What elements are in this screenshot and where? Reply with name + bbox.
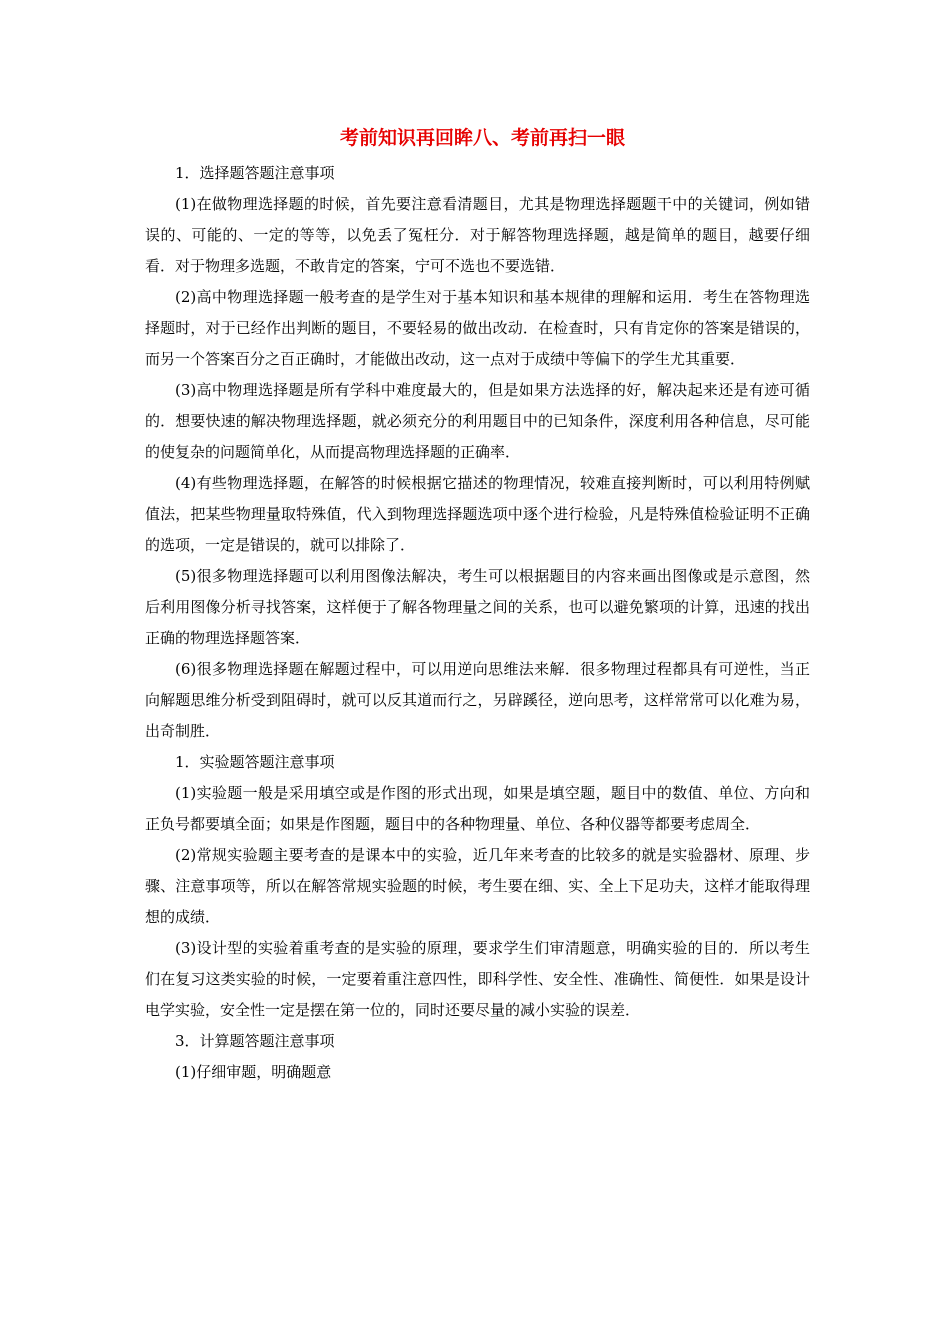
paragraph: (2)常规实验题主要考查的是课本中的实验，近几年来考查的比较多的就是实验器材、原理、步骤、注意事项等，所以在解答常规实验题的时候，考生要在细、实、全上下足功夫，这样才能取得理想的成绩．	[145, 846, 810, 926]
document-body	[145, 158, 810, 1088]
paragraph: (5)很多物理选择题可以利用图像法解决，考生可以根据题目的内容来画出图像或是示意图，然后利用图像分析寻找答案，这样便于了解各物理量之间的关系，也可以避免繁项的计算，迅速的找出正确的物理选择题答案．	[145, 567, 810, 647]
paragraph: (3)设计型的实验着重考查的是实验的原理，要求学生们审清题意，明确实验的目的．所以考生们在复习这类实验的时候，一定要着重注意四性，即科学性、安全性、准确性、简便性．如果是设计电学实验，安全性一定是摆在第一位的，同时还要尽量的减小实验的误差．	[145, 939, 810, 1019]
paragraph: (3)高中物理选择题是所有学科中难度最大的，但是如果方法选择的好，解决起来还是有迹可循的．想要快速的解决物理选择题，就必须充分的利用题目中的已知条件，深度利用各种信息，尽可能的使复杂的问题简单化，从而提高物理选择题的正确率．	[145, 381, 810, 461]
document-page	[145, 118, 810, 1088]
section-heading-experiment: 1．实验题答题注意事项	[175, 753, 335, 771]
section-heading-calculation: 3．计算题答题注意事项	[175, 1032, 335, 1050]
document-title: 考前知识再回眸八、考前再扫一眼	[339, 127, 625, 149]
paragraph: (1)仔细审题，明确题意	[175, 1063, 332, 1081]
paragraph: (2)高中物理选择题一般考查的是学生对于基本知识和基本规律的理解和运用．考生在答物理选择题时，对于已经作出判断的题目，不要轻易的做出改动．在检查时，只有肯定你的答案是错误的，而另一个答案百分之百正确时，才能做出改动，这一点对于成绩中等偏下的学生尤其重要．	[145, 288, 810, 368]
paragraph: (1)实验题一般是采用填空或是作图的形式出现，如果是填空题，题目中的数值、单位、方向和正负号都要填全面；如果是作图题，题目中的各种物理量、单位、各种仪器等都要考虑周全．	[145, 784, 810, 833]
paragraph: (1)在做物理选择题的时候，首先要注意看清题目，尤其是物理选择题题干中的关键词，例如错误的、可能的、一定的等等，以免丢了冤枉分．对于解答物理选择题，越是简单的题目，越要仔细看．对于物理多选题，不敢肯定的答案，宁可不选也不要选错．	[145, 195, 810, 275]
paragraph: (4)有些物理选择题，在解答的时候根据它描述的物理情况，较难直接判断时，可以利用特例赋值法，把某些物理量取特殊值，代入到物理选择题选项中逐个进行检验，凡是特殊值检验证明不正确的选项，一定是错误的，就可以排除了．	[145, 474, 810, 554]
section-heading-choice: 1．选择题答题注意事项	[175, 164, 335, 182]
paragraph: (6)很多物理选择题在解题过程中，可以用逆向思维法来解．很多物理过程都具有可逆性，当正向解题思维分析受到阻碍时，就可以反其道而行之，另辟蹊径，逆向思考，这样常常可以化难为易，出奇制胜．	[145, 660, 810, 740]
